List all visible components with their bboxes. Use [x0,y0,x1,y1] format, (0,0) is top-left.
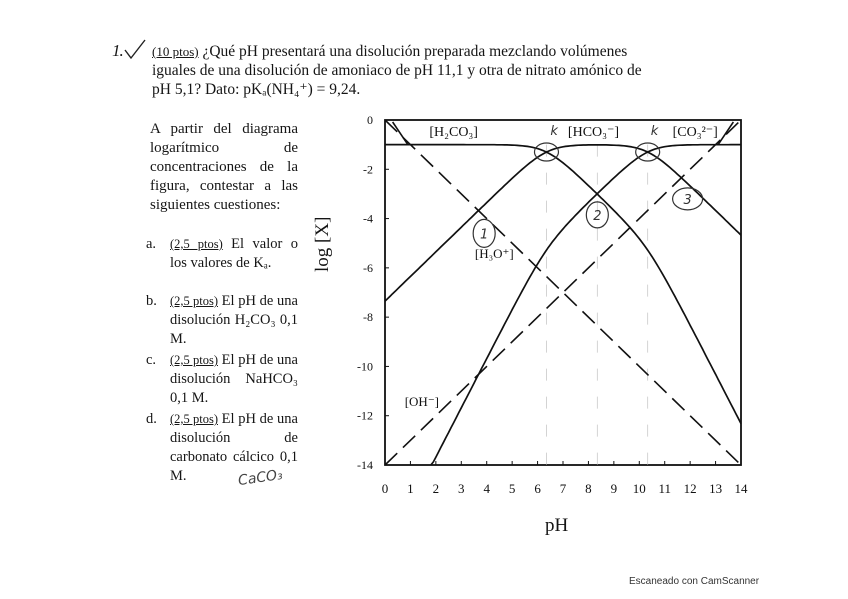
question-text-1: ¿Qué pH presentará una disolución preparada mezclando volúmenes [198,43,628,60]
y-tick-label: 0 [367,113,373,127]
handwritten-note: CaCO₃ [237,466,284,490]
item-points: (2,5 ptos) [170,353,218,367]
x-tick-label: 13 [709,481,723,496]
label-hco3: [HCO₃⁻] [567,125,620,140]
item-label: a. [146,236,157,252]
line-h3o [385,120,741,465]
x-tick-label: 12 [683,481,697,496]
y-tick-label: -10 [357,359,373,374]
corner-slash-left [393,122,408,145]
scanner-footer: Escaneado con CamScanner [629,576,760,587]
hand-mark-1: 1 [480,227,489,243]
hand-mark-k2: k [650,124,659,139]
x-tick-label: 4 [483,481,490,496]
y-tick-label: -14 [357,458,373,472]
hand-mark-k1: k [550,124,558,139]
hand-check-mark [125,40,145,58]
item-label: d. [146,411,157,427]
x-tick-label: 1 [407,481,414,496]
y-tick-label: -12 [357,408,373,423]
hand-mark-2: 2 [593,208,602,224]
x-tick-label: 2 [432,481,440,496]
item-text: El pH de una disolución NaHCO₃ 0,1 M. [170,352,298,406]
item-label: b. [146,293,157,309]
plot-frame [385,120,741,465]
curve-hco3 [385,145,741,301]
question-line-2: iguales de una disolución de amoniaco de pH 11,1 y otra de nitrato amónico de [152,62,642,79]
x-tick-label: 0 [381,481,389,496]
label-h2co3: [H₂CO₃] [429,125,478,140]
question-line-3: pH 5,1? Dato: pKₐ(NH₄⁺) = 9,24. [152,81,361,98]
x-tick-label: 7 [559,481,567,496]
line-oh [385,120,741,465]
label-oh: [OH⁻] [404,393,440,409]
curve-h2co3 [385,145,741,424]
x-tick-label: 10 [632,481,646,496]
corner-slash-right [718,122,733,145]
x-axis-label: pH [545,515,569,536]
y-tick-label: -8 [363,310,373,325]
item-text: El valor o los valores de Kₐ. [170,236,298,271]
question-points: (10 ptos) [152,44,199,59]
item-points: (2,5 ptos) [170,237,223,251]
x-tick-label: 6 [534,481,541,496]
x-tick-label: 5 [508,481,516,496]
curve-co3 [431,145,741,465]
y-tick-label: -2 [363,162,373,177]
x-tick-label: 8 [585,481,592,496]
label-h3o: [H₃O⁺] [474,246,514,261]
item-label: c. [146,352,157,368]
hand-mark-3: 3 [683,192,692,208]
y-axis-label: log [X] [312,216,333,272]
x-tick-label: 14 [734,481,748,496]
item-points: (2,5 ptos) [170,412,218,426]
x-tick-label: 9 [610,481,618,496]
item-text: El pH de una disolución de carbonato cálcico 0,1 M. [170,411,298,484]
y-tick-label: -6 [363,260,373,275]
x-tick-label: 3 [458,481,465,496]
question-number: 1. [112,41,123,60]
label-co3: [CO₃²⁻] [672,125,718,140]
intro-paragraph: A partir del diagrama logarítmico de concentraciones de la figura, contestar a las siguientes cuestiones: [150,121,298,213]
x-tick-label: 11 [658,481,671,496]
item-points: (2,5 ptos) [170,294,218,308]
item-text: El pH de una disolución H₂CO₃ 0,1 M. [170,293,298,347]
y-tick-label: -4 [363,211,373,226]
